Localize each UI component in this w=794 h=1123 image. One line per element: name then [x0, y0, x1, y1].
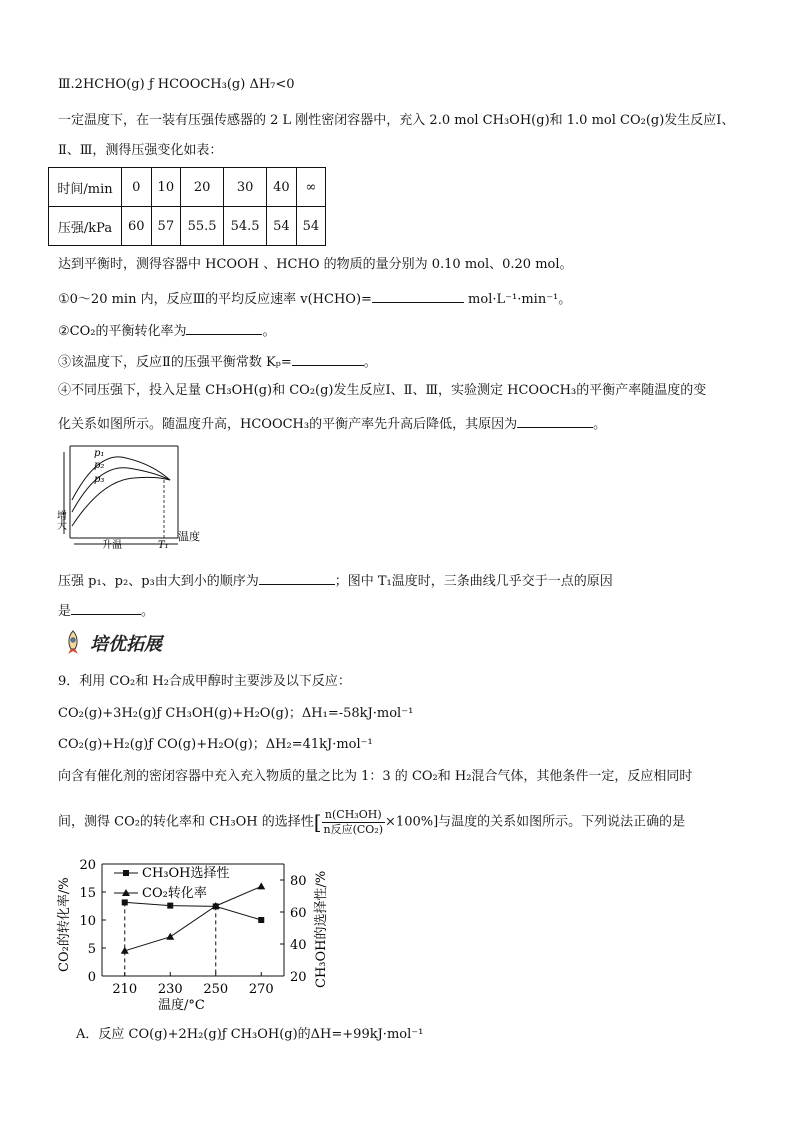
left-tick-label: 10	[79, 914, 96, 929]
table-cell: 0	[122, 168, 152, 207]
right-tick-label: 40	[290, 938, 307, 953]
curve-p1	[72, 457, 170, 500]
table-row	[49, 168, 326, 207]
selectivity-fraction	[322, 808, 386, 837]
equilibrium-line: 达到平衡时，测得容器中 HCOOH 、HCHO 的物质的量分别为 0.10 mol、0.20 mol。	[58, 257, 573, 272]
label-p3: p₃	[94, 474, 105, 485]
left-tick-label: 15	[79, 886, 96, 901]
question-4-line-2	[58, 413, 606, 434]
left-tick-label: 0	[87, 970, 96, 985]
q5-mid: ；图中 T₁温度时，三条曲线几乎交于一点的原因	[334, 574, 613, 589]
table-cell: 54	[267, 207, 297, 246]
answer-blank[interactable]	[292, 351, 364, 366]
fraction-numerator: n(CH₃OH)	[322, 808, 386, 823]
q6-end: 。	[141, 604, 155, 619]
question-1	[58, 288, 571, 309]
q3-text: ③该温度下，反应Ⅱ的压强平衡常数 Kₚ=	[58, 355, 292, 370]
label-t1: T₁	[158, 540, 169, 551]
table-cell: 40	[267, 168, 297, 207]
q3-end: 。	[363, 355, 377, 370]
answer-blank[interactable]	[71, 600, 141, 615]
answer-blank[interactable]	[517, 413, 593, 428]
label-p2: p₂	[94, 460, 105, 471]
left-axis-label: CO₂的转化率/%	[57, 877, 72, 972]
point-conversion	[166, 933, 174, 940]
label-p1: p₁	[94, 448, 105, 459]
label-temperature: 温度	[178, 530, 200, 543]
point-selectivity	[167, 903, 173, 909]
right-tick-label: 20	[290, 970, 307, 985]
x-tick-label: 210	[112, 982, 138, 997]
q2-end: 。	[262, 324, 276, 339]
question-4-line-1: ④不同压强下，投入足量 CH₃OH(g)和 CO₂(g)发生反应Ⅰ、Ⅱ、Ⅲ，实验测定 HCOOCH₃的平衡产率随温度的变	[58, 383, 707, 398]
q5-text: 压强 p₁、p₂、p₃由大到小的顺序为	[58, 574, 259, 589]
left-tick-label: 5	[87, 942, 96, 957]
bracket-open: [	[313, 810, 322, 834]
q4-text: 化关系如图所示。随温度升高，HCOOCH₃的平衡产率先升高后降低，其原因为	[58, 417, 518, 432]
legend-marker-square	[123, 870, 129, 876]
fraction-denominator: n反应(CO₂)	[323, 822, 384, 836]
point-selectivity	[122, 899, 128, 905]
problem-9-stem: 9．利用 CO₂和 H₂合成甲醇时主要涉及以下反应：	[58, 674, 351, 689]
answer-blank[interactable]	[186, 320, 262, 335]
co2-methanol-chart	[58, 852, 348, 1017]
answer-blank[interactable]	[372, 288, 464, 303]
question-5	[58, 570, 613, 591]
q4-end: 。	[593, 417, 607, 432]
desc2-end: ×100%]与温度的关系如图所示。下列说法正确的是	[385, 814, 686, 830]
right-tick-label: 80	[290, 874, 307, 889]
intro-line-1: 一定温度下，在一装有压强传感器的 2 L 刚性密闭容器中，充入 2.0 mol CH₃OH(g)和 1.0 mol CO₂(g)发生反应Ⅰ、	[58, 113, 735, 128]
q1-text: ①0～20 min 内，反应Ⅲ的平均反应速率 v(HCHO)=	[58, 292, 372, 307]
x-axis-label: 温度/°C	[158, 998, 205, 1013]
label-increase: 增大	[54, 510, 66, 530]
problem-9-description-2	[58, 804, 685, 841]
problem-9-reaction-2: CO₂(g)+H₂(g)ƒ CO(g)+H₂O(g)；ΔH₂=41kJ·mol⁻¹	[58, 737, 373, 752]
table-cell: 55.5	[181, 207, 224, 246]
table-cell: 54	[296, 207, 326, 246]
x-tick-label: 250	[203, 982, 229, 997]
left-tick-label: 20	[79, 858, 96, 873]
legend	[114, 865, 230, 901]
answer-blank[interactable]	[259, 570, 335, 585]
pressure-table	[48, 167, 326, 246]
question-3	[58, 351, 377, 372]
point-conversion	[257, 882, 265, 889]
x-tick-label: 230	[157, 982, 183, 997]
option-a: A．反应 CO(g)+2H₂(g)ƒ CH₃OH(g)的ΔH=+99kJ·mol⁻¹	[76, 1027, 424, 1042]
q1-unit: mol·L⁻¹·min⁻¹。	[463, 292, 572, 307]
intro-line-2: Ⅱ、Ⅲ，测得压强变化如表：	[58, 143, 223, 158]
point-selectivity	[258, 917, 264, 923]
table-cell: 60	[122, 207, 152, 246]
table-cell: 压强/kPa	[49, 207, 122, 246]
table-cell: 20	[181, 168, 224, 207]
right-axis-label: CH₃OH的选择性/%	[314, 870, 329, 988]
legend-conversion: CO₂转化率	[142, 886, 207, 901]
problem-9-description-1: 向含有催化剂的密闭容器中充入充入物质的量之比为 1：3 的 CO₂和 H₂混合气体，其他条件一定，反应相同时	[58, 769, 693, 784]
question-2	[58, 320, 276, 341]
table-cell: 57	[151, 207, 181, 246]
q6-text: 是	[58, 604, 72, 619]
label-heating: 升温	[102, 540, 122, 551]
table-cell: 30	[224, 168, 267, 207]
table-cell: ∞	[296, 168, 326, 207]
question-6	[58, 600, 154, 621]
rocket-icon	[62, 630, 84, 656]
table-cell: 54.5	[224, 207, 267, 246]
reaction-3: Ⅲ.2HCHO(g) ƒ HCOOCH₃(g) ΔH₇<0	[58, 77, 295, 92]
problem-9-reaction-1: CO₂(g)+3H₂(g)ƒ CH₃OH(g)+H₂O(g)；ΔH₁=-58kJ·mol⁻¹	[58, 706, 414, 721]
x-tick-label: 270	[248, 982, 274, 997]
section-title: 培优拓展	[90, 634, 162, 655]
desc2-text: 间，测得 CO₂的转化率和 CH₃OH 的选择性	[58, 814, 314, 830]
curve-p3	[72, 477, 170, 526]
series-line-selectivity	[125, 902, 262, 920]
right-tick-label: 60	[290, 906, 307, 921]
q2-text: ②CO₂的平衡转化率为	[58, 324, 187, 339]
legend-selectivity: CH₃OH选择性	[142, 866, 230, 881]
pressure-temperature-sketch	[54, 440, 208, 552]
table-row	[49, 207, 326, 246]
curve-p2	[72, 468, 170, 512]
table-cell: 时间/min	[49, 168, 122, 207]
table-cell: 10	[151, 168, 181, 207]
section-badge	[62, 630, 162, 656]
